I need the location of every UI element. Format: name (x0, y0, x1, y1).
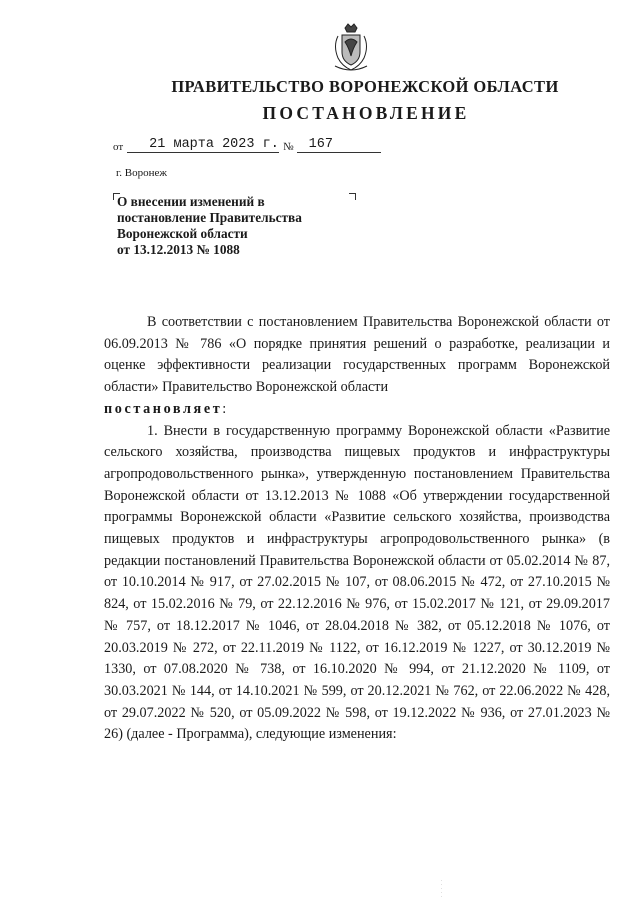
subject-line: Воронежской области (117, 226, 248, 241)
preamble-paragraph: В соответствии с постановлением Правительства Воронежской области от 06.09.2013 № 786 «О порядке принятия решений о разработке, реализации и оценке эффективности реализации государственных программ Воронежской области» Правительство Воронежской области (104, 314, 610, 396)
scan-artifact (440, 880, 443, 900)
subject-line: О внесении изменений в (117, 194, 265, 209)
subject-line: от 13.12.2013 № 1088 (117, 242, 240, 257)
decree-line (104, 399, 610, 421)
decree-word: постановляет (104, 400, 223, 417)
document-body (104, 312, 610, 746)
item-1-paragraph: 1. Внести в государственную программу Воронежской области «Развитие сельского хозяйства, производства пищевых продуктов и инфраструктуры агропродовольственного рынка», утвержденную постановлением Правительства Воронежской области от 13.12.2013 № 1088 «Об утверждении государственной программы Воронежской области «Развитие сельского хозяйства, производства пищевых продуктов и инфраструктуры агропродовольственного рынка» (в редакции постановлений Правительства Воронежской области от 05.02.2014 № 87, от 10.10.2014 № 917, от 27.02.2015 № 107, от 08.06.2015 № 472, от 27.10.2015 № 824, от 15.02.2016 № 79, от 22.12.2016 № 976, от 15.02.2017 № 121, от 29.09.2017 № 757, от 18.12.2017 № 1046, от 28.04.2018 № 382, от 05.12.2018 № 1076, от 20.03.2019 № 272, от 22.11.2019 № 1122, от 16.12.2019 № 1227, от 30.12.2019 № 1330, от 07.08.2020 № 738, от 16.10.2020 № 994, от 21.12.2020 № 1109, от 30.03.2021 № 144, от 14.10.2021 № 599, от 20.12.2021 № 762, от 22.06.2022 № 428, от 29.07.2022 № 520, от 05.09.2022 № 598, от 19.12.2022 № 936, от 27.01.2023 № 26) (далее - Программа), следующие изменения: (104, 422, 610, 743)
subject-line: постановление Правительства (117, 210, 302, 225)
decree-colon: : (222, 400, 227, 417)
document-date: 21 марта 2023 г. (127, 137, 279, 153)
document-subject (117, 194, 357, 258)
city-label: г. Воронеж (116, 167, 167, 179)
coat-of-arms-icon (331, 22, 371, 74)
government-title: ПРАВИТЕЛЬСТВО ВОРОНЕЖСКОЙ ОБЛАСТИ (171, 77, 559, 96)
document-number: 167 (297, 137, 381, 153)
date-number-line (113, 137, 381, 153)
date-prefix: от (113, 141, 124, 153)
number-sign: № (283, 141, 294, 153)
document-type-heading: ПОСТАНОВЛЕНИЕ (262, 103, 470, 123)
